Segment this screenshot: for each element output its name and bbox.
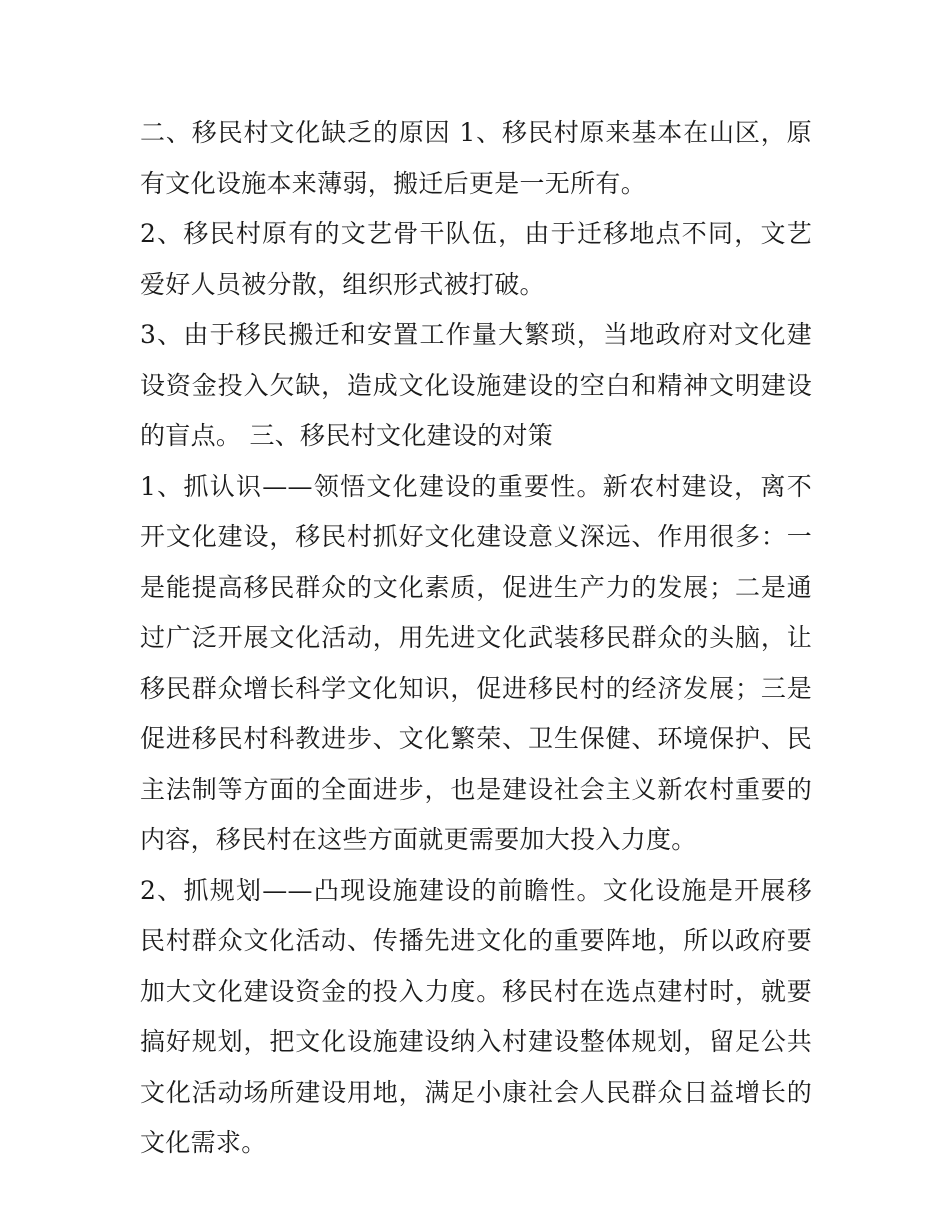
paragraph-4: 1、抓认识——领悟文化建设的重要性。新农村建设，离不开文化建设，移民村抓好文化建设意义深远、作用很多：一是能提高移民群众的文化素质，促进生产力的发展；二是通过广泛开展文化活动，用先进文化武装移民群众的头脑，让移民群众增长科学文化知识，促进移民村的经济发展；三是促进移民村科教进步、文化繁荣、卫生保健、环境保护、民主法制等方面的全面进步，也是建设社会主义新农村重要的内容，移民村在这些方面就更需要加大投入力度。 (140, 471, 812, 854)
paragraph-5: 2、抓规划——凸现设施建设的前瞻性。文化设施是开展移民村群众文化活动、传播先进文化的重要阵地，所以政府要加大文化建设资金的投入力度。移民村在选点建村时，就要搞好规划，把文化设施建设纳入村建设整体规划，留足公共文化活动场所建设用地，满足小康社会人民群众日益增长的文化需求。 (140, 875, 812, 1157)
paragraph-1: 二、移民村文化缺乏的原因 1、移民村原来基本在山区，原有文化设施本来薄弱，搬迁后更是一无所有。 (140, 118, 812, 198)
document-body (140, 108, 812, 1169)
paragraph-3: 3、由于移民搬迁和安置工作量大繁琐，当地政府对文化建设资金投入欠缺，造成文化设施建设的空白和精神文明建设的盲点。 三、移民村文化建设的对策 (140, 320, 812, 450)
paragraph-2: 2、移民村原有的文艺骨干队伍，由于迁移地点不同，文艺爱好人员被分散，组织形式被打破。 (140, 219, 812, 299)
